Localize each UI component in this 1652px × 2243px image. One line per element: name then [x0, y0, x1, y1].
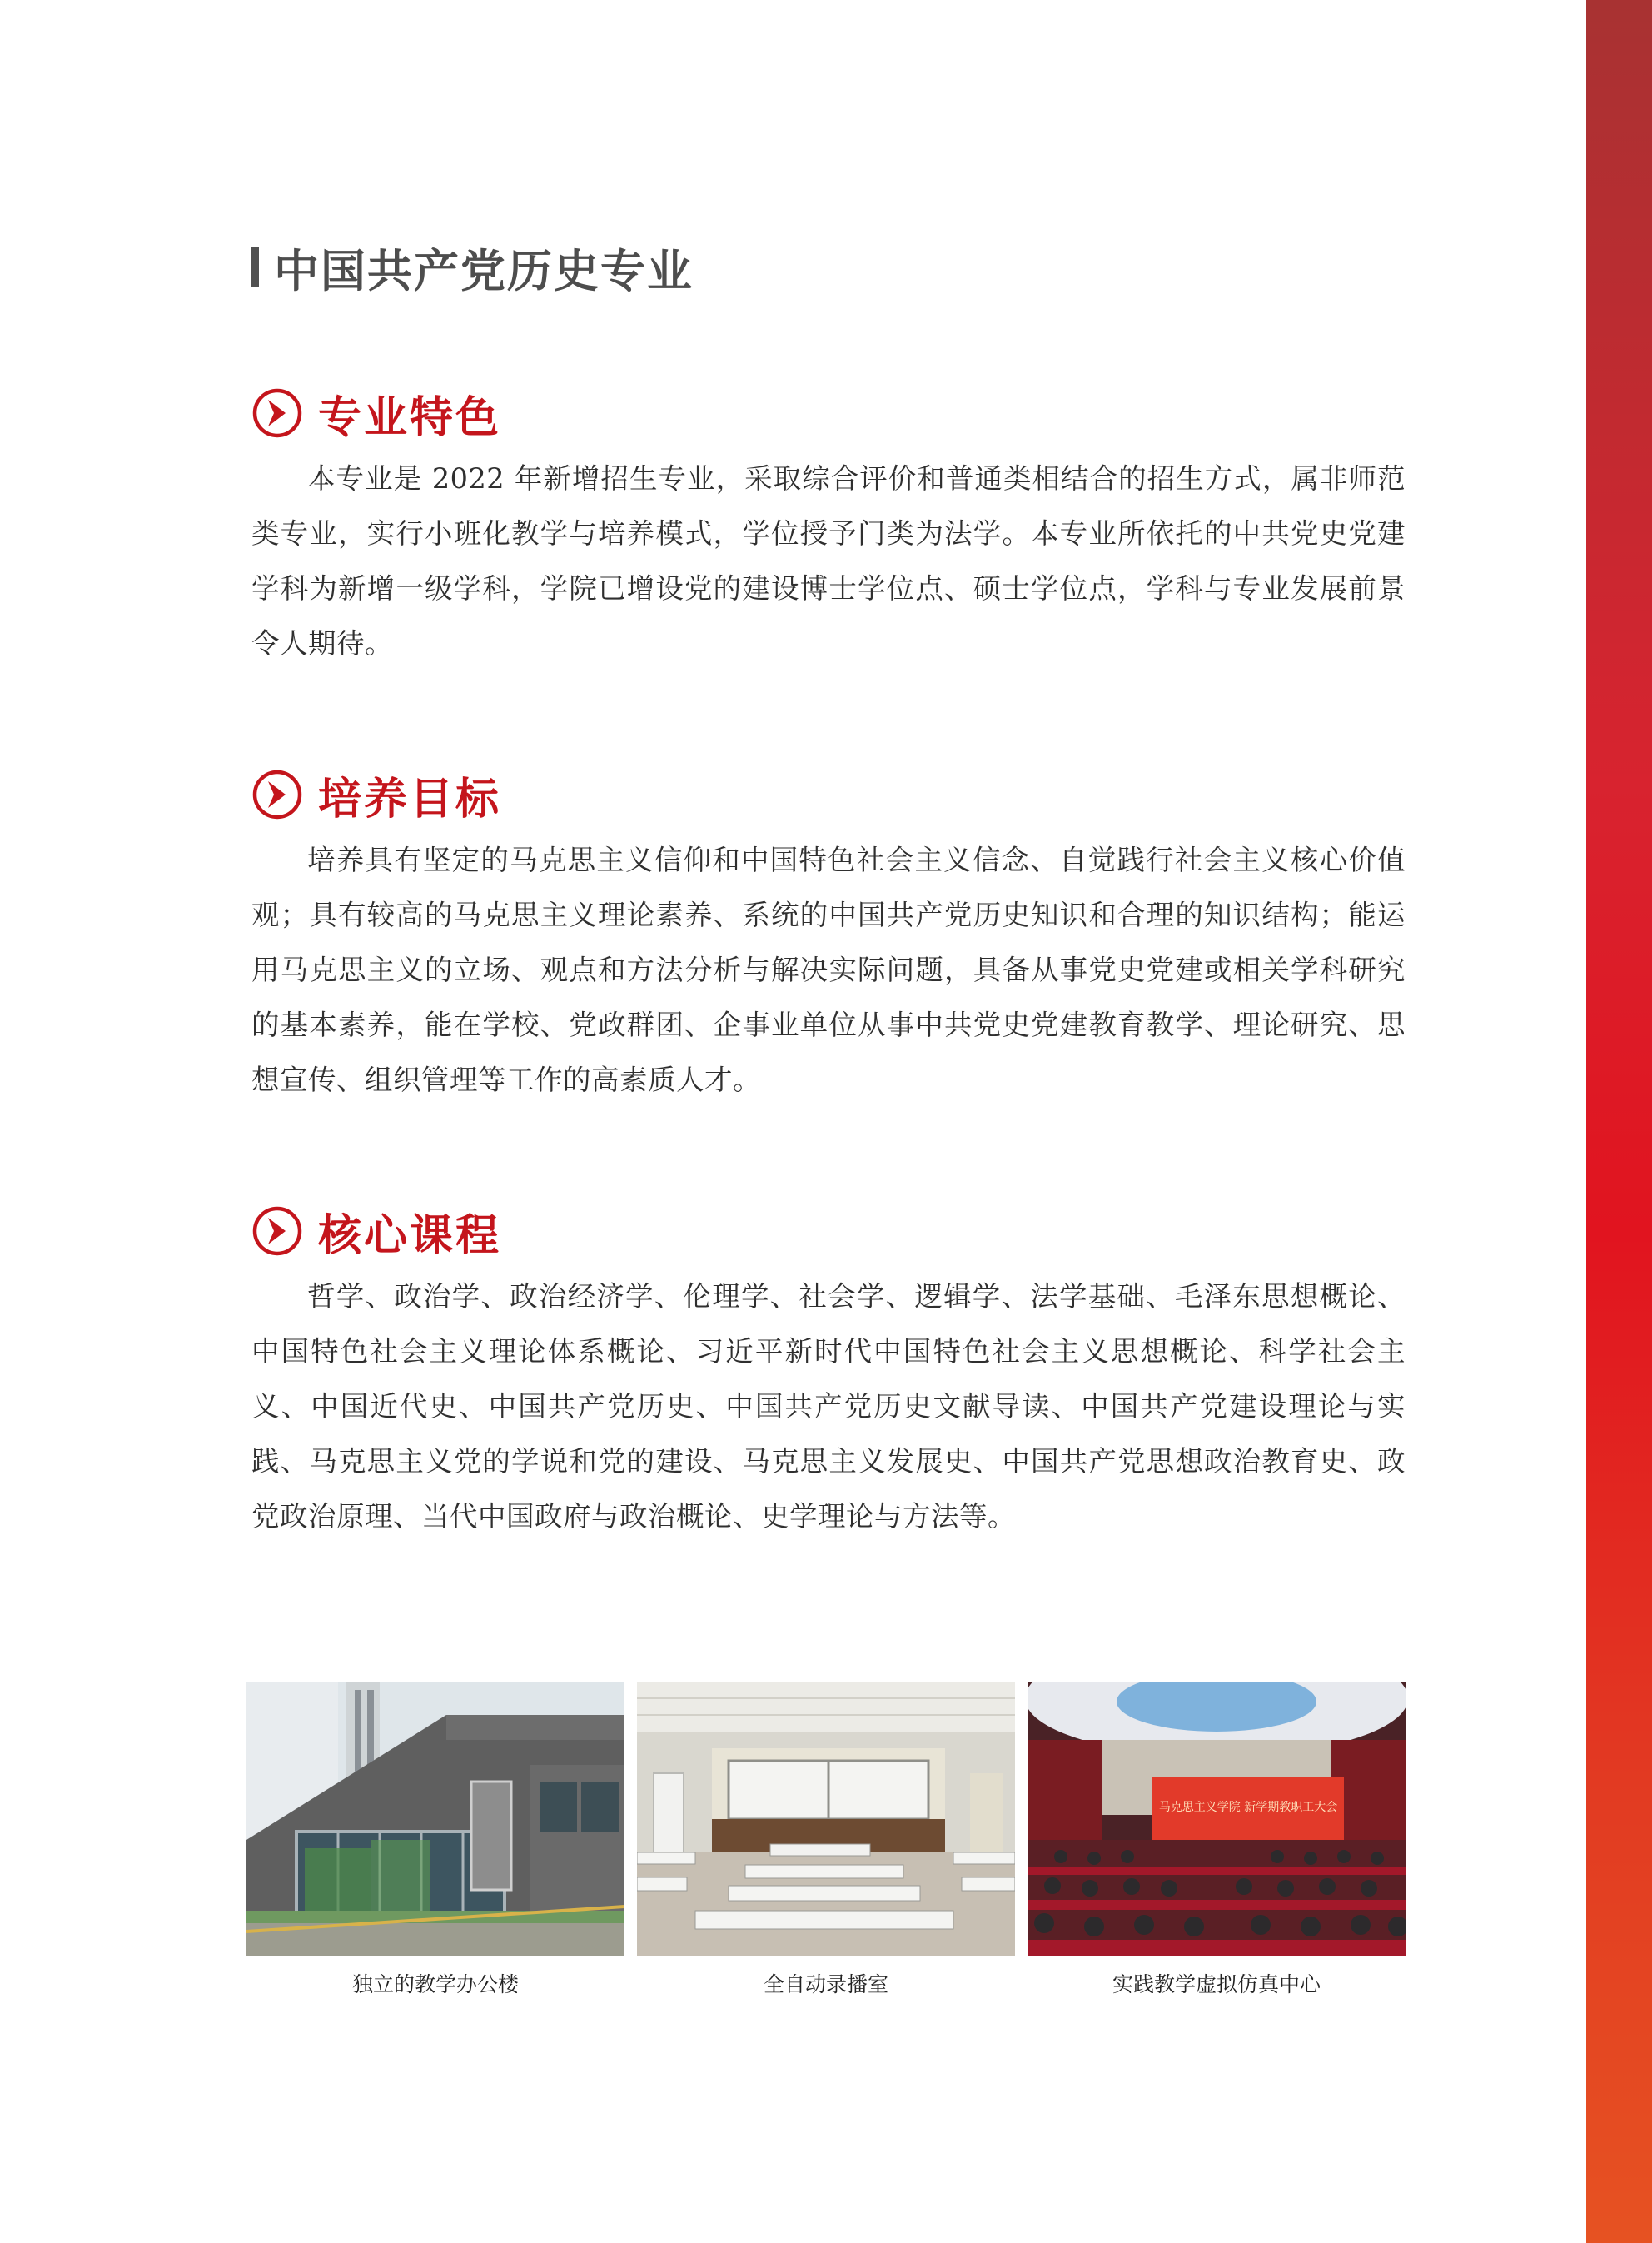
- section-title: 核心课程: [318, 1210, 502, 1261]
- virtual-simulation-center-photo: [1028, 1682, 1406, 1956]
- photo-card: [637, 1682, 1015, 1998]
- decorative-side-bar: [1586, 0, 1652, 2243]
- photo-card: [1028, 1682, 1406, 1998]
- section-goals: [251, 761, 1406, 1108]
- section-header: [251, 380, 1406, 446]
- section-features: [251, 380, 1406, 671]
- chevron-right-icon: [251, 387, 303, 439]
- photo-strip: [246, 1682, 1406, 1998]
- teaching-building-photo: [246, 1682, 624, 1956]
- chevron-right-icon: [251, 1205, 303, 1257]
- section-header: [251, 1198, 1406, 1264]
- screen-banner-text: 马克思主义学院 新学期教职工大会: [1158, 1801, 1338, 1814]
- photo-card: [246, 1682, 624, 1998]
- section-title: 专业特色: [318, 392, 502, 443]
- page-title-text: 中国共产党历史专业: [274, 244, 694, 297]
- section-body: 本专业是 2022 年新增招生专业，采取综合评价和普通类相结合的招生方式，属非师范类专业，实行小班化教学与培养模式，学位授予门类为法学。本专业所依托的中共党史党建学科为新增一级学科，学院已增设党的建设博士学位点、硕士学位点，学科与专业发展前景令人期待。: [251, 462, 1406, 660]
- photo-caption: 实践教学虚拟仿真中心: [1112, 1972, 1321, 1996]
- section-courses: [251, 1198, 1406, 1544]
- section-header: [251, 761, 1406, 828]
- section-body: 哲学、政治学、政治经济学、伦理学、社会学、逻辑学、法学基础、毛泽东思想概论、中国特色社会主义理论体系概论、习近平新时代中国特色社会主义思想概论、科学社会主义、中国近代史、中国共产党历史、中国共产党历史文献导读、中国共产党建设理论与实践、马克思主义党的学说和党的建设、马克思主义发展史、中国共产党思想政治教育史、政党政治原理、当代中国政府与政治概论、史学理论与方法等。: [251, 1280, 1406, 1533]
- page-title: [251, 238, 694, 297]
- section-body: 培养具有坚定的马克思主义信仰和中国特色社会主义信念、自觉践行社会主义核心价值观；具有较高的马克思主义理论素养、系统的中国共产党历史知识和合理的知识结构；能运用马克思主义的立场、观点和方法分析与解决实际问题，具备从事党史党建或相关学科研究的基本素养，能在学校、党政群团、企事业单位从事中共党史党建教育教学、理论研究、思想宣传、组织管理等工作的高素质人才。: [251, 844, 1406, 1096]
- section-title: 培养目标: [318, 774, 502, 825]
- photo-caption: 独立的教学办公楼: [351, 1972, 519, 1996]
- photo-caption: 全自动录播室: [763, 1972, 888, 1996]
- title-accent-bar: [251, 247, 259, 287]
- chevron-right-icon: [251, 769, 303, 820]
- recording-classroom-photo: [637, 1682, 1015, 1956]
